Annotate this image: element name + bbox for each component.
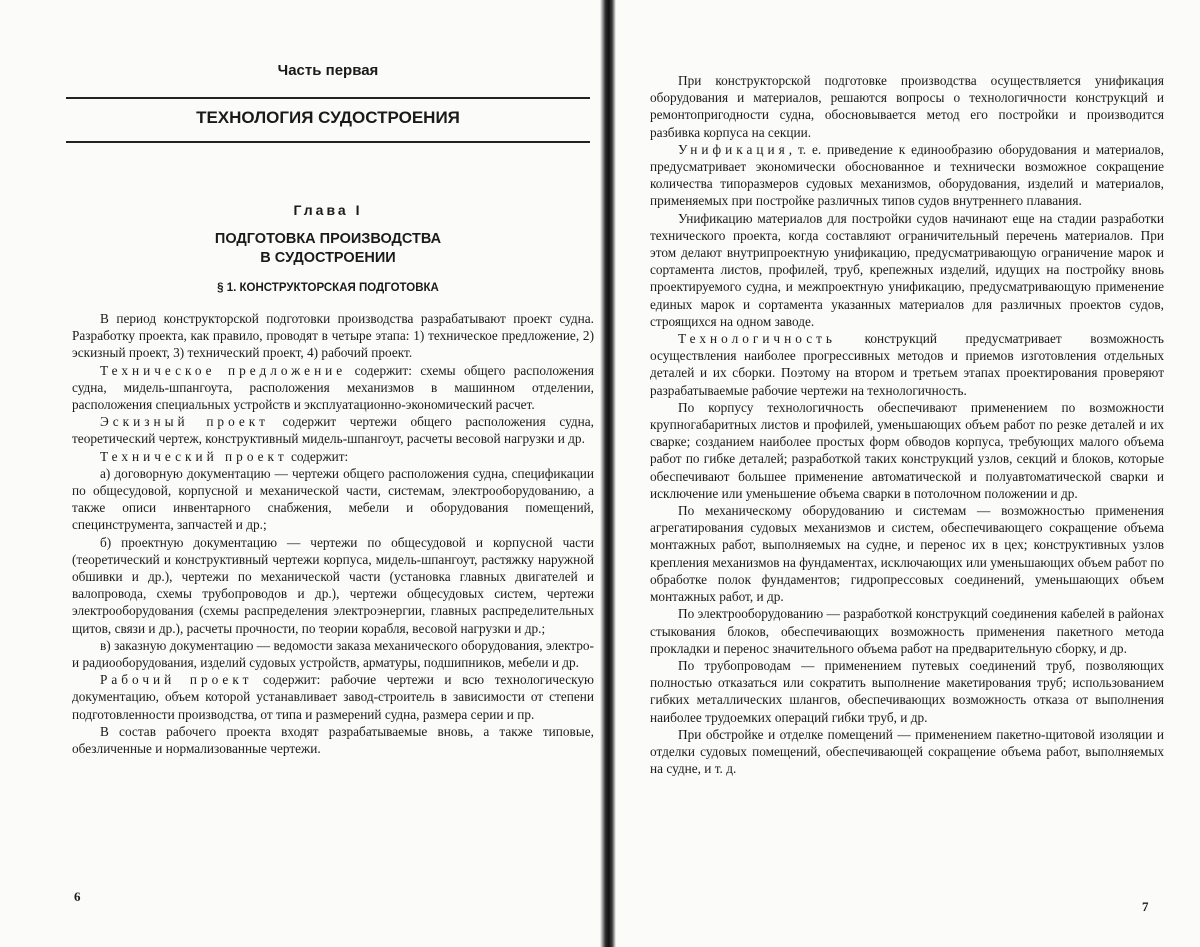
paragraph: а) договорную документацию — чертежи общего расположения судна, спецификации по общесудовой, корпусной и механической части, системам, электрооборудованию, а также описи инвентарного снабжения, мебели и оборудования помещений, специнструмента, запчастей и др.; — [72, 465, 594, 533]
chapter-label: Глава I — [293, 202, 363, 218]
paragraph: По трубопроводам — применением путевых соединений труб, позволяющих полностью отказаться или сократить выполнение макетирования труб; использованием гибких металлических шлангов, обеспечивающих возможность отказа от выполнения наиболее трудоемких операций гибки труб, и др. — [650, 657, 1164, 725]
page-number-right: 7 — [1142, 899, 1149, 914]
chapter-title-line-1: ПОДГОТОВКА ПРОИЗВОДСТВА — [214, 231, 442, 247]
paragraph: в) заказную документацию — ведомости заказа механического оборудования, электро- и радиооборудования, изделий судовых устройств, арматуры, подшипников, мебели и др. — [72, 637, 594, 671]
right-page-body — [650, 72, 1164, 777]
chapter-title — [66, 230, 590, 268]
paragraph: Техническое предложение содержит: схемы общего расположения судна, мидель-шпангоута, расположения механизмов в машинном отделении, расположения специальных устройств и эксплуатационно-экономический расчет. — [72, 362, 595, 413]
left-page-body — [72, 310, 594, 757]
chapter-title-line-2: В СУДОСТРОЕНИИ — [260, 250, 396, 266]
paragraph: По корпусу технологичность обеспечивают применением по возможности крупногабаритных листов и профилей, уменьшающих объем работ по резке деталей и их сварке; созданием наиболее простых форм обводов корпуса, требующих малого объема работ по гибке деталей; разработкой таких конструкций узлов, секций и блоков, которые обеспечивают большее применение автоматической и полуавтоматической сварки и исключение или уменьшение объема сварки в потолочном положении и др. — [650, 399, 1164, 501]
paragraph: Эскизный проект содержит чертежи общего расположения судна, теоретический чертеж, конструктивный мидель-шпангоут, расчеты весовой нагрузки и др. — [72, 414, 594, 447]
paragraph: При обстройке и отделке помещений — применением пакетно-щитовой изоляции и отделки судовых помещений, обеспечивающей сокращение объема работ, выполняемых на судне, и т. д. — [650, 726, 1164, 777]
paragraph: Технологичность конструкций предусматривает возможность осуществления наиболее прогрессивных методов и приемов изготовления отдельных деталей и их сборки. Поэтому на втором и третьем этапах проектирования проверяют разрабатываемые рабочие чертежи на технологичность. — [650, 331, 1164, 398]
paragraph: При конструкторской подготовке производства осуществляется унификация оборудования и материалов, решаются вопросы о технологичности конструкций и ремонтопригодности судна, обосновывается метод его постройки и производится разбивка корпуса на секции. — [650, 73, 1164, 140]
paragraph: В состав рабочего проекта входят разрабатываемые вновь, а также типовые, обезличенные и нормализованные чертежи. — [72, 723, 594, 757]
term: Рабочий проект — [100, 672, 253, 688]
part-title: Часть первая — [277, 62, 379, 79]
term: Технологичность — [678, 331, 836, 347]
term: Технический проект — [100, 448, 288, 464]
paragraph: В период конструкторской подготовки производства разрабатывают проект судна. Разработку проекта, как правило, проводят в четыре этапа: 1) техническое предложение, 2) эскизный проект, 3) технический проект, 4) рабочий проект. — [72, 311, 594, 361]
paragraph: По электрооборудованию — разработкой конструкций соединения кабелей в районах стыкования блоков, обеспечивающих возможность применения пакетного метода прокладки и перенос значительного объема работ на предварительную сборку, и др. — [650, 606, 1164, 656]
paragraph: Унификацию материалов для постройки судов начинают еще на стадии разработки технического проекта, когда составляют ограничительный перечень материалов. При этом делают внутрипроектную унификацию, предусматривающую ограничение марок и сортамента листов, профилей, труб, крепежных изделий, идущих на постройку вновь проектируемого судна, и межпроектную унификацию, предусматривающую применение единых марок и сортамента указанных материалов для различных проектов судов, строящихся на одном заводе. — [650, 210, 1164, 329]
title-rule-bottom — [66, 141, 590, 143]
paragraph: Рабочий проект содержит: рабочие чертежи и всю технологическую документацию, объем которой устанавливает завод-строитель в зависимости от степени подготовленности производства, от типа и размерений судна, размера серии и пр. — [72, 672, 594, 722]
book-gutter — [600, 0, 616, 947]
paragraph: Технический проект содержит: — [100, 448, 349, 464]
page-number-left: 6 — [74, 889, 81, 904]
paragraph: Унификация, т. е. приведение к единообразию оборудования и материалов, предусматривает экономически обоснованное и технически возможное сокращение количества типоразмеров судовых механизмов, оборудования, изделий и материалов, применяемых при постройке различных типов судов внутреннего плавания. — [650, 141, 1164, 209]
term: Техническое предложение — [100, 362, 347, 378]
title-rule-top — [66, 97, 590, 99]
term: Эскизный проект — [100, 414, 269, 430]
paragraph: б) проектную документацию — чертежи по общесудовой и корпусной части (теоретический и конструктивный чертежи корпуса, мидель-шпангоут, растяжку наружной обшивки и др.), чертежи по механической части (установка главных двигателей и валопровода, схемы трубопроводов и др.), чертежи общесудовых систем, чертежи электрооборудования (схемы распределения электроэнергии, главных распределительных щитов, связи и др.), расчеты прочности, по теории корабля, весовой нагрузки и др.; — [72, 534, 594, 636]
paragraph: По механическому оборудованию и системам — возможностью применения агрегатирования судовых механизмов и систем, обеспечивающего сокращение объема монтажных работ, выполняемых на судне, и перенос их в цех; конструктивных узлов крепления механизмов на фундаментах, исключающих или уменьшающих объем работ по обработке полок фундаментов; гидропрессовых соединений, уменьшающих объем монтажных работ, и др. — [650, 503, 1164, 605]
section-title: § 1. КОНСТРУКТОРСКАЯ ПОДГОТОВКА — [217, 282, 439, 294]
term: Унификация — [678, 141, 789, 157]
book-title: ТЕХНОЛОГИЯ СУДОСТРОЕНИЯ — [196, 108, 460, 127]
